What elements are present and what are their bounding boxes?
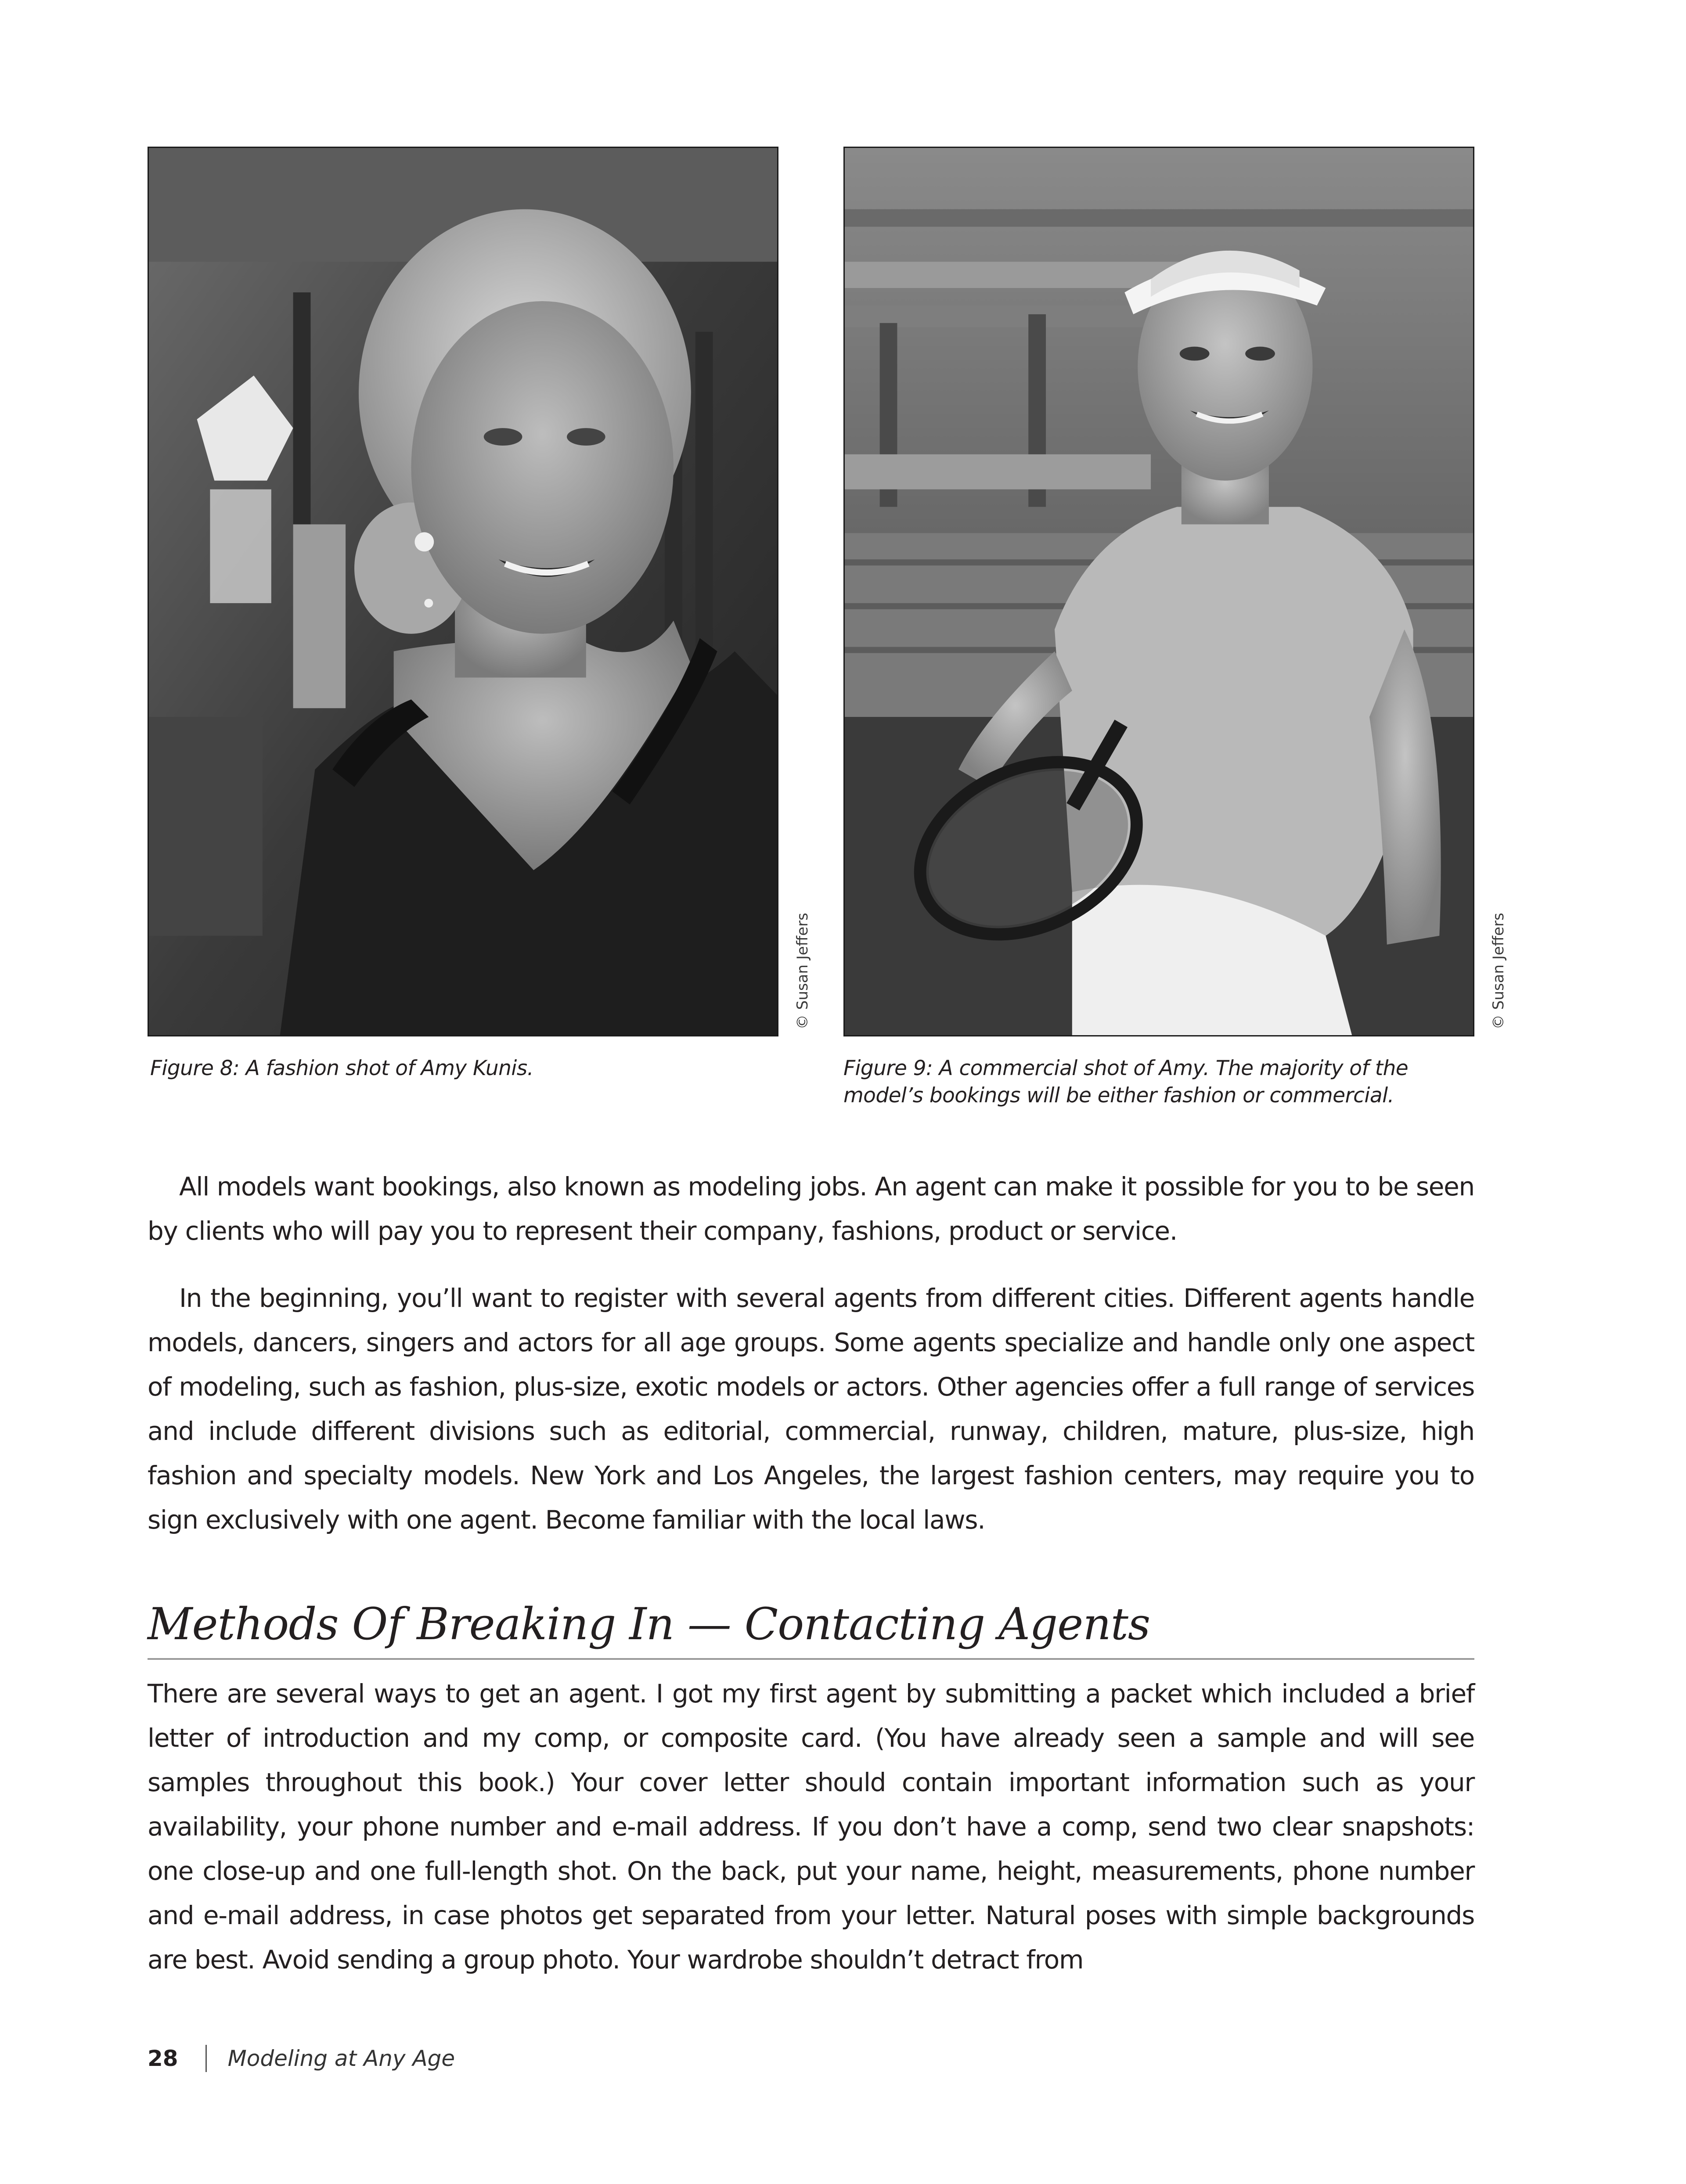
body-paragraph: In the beginning, you’ll want to register with several agents from different cities. Different agents handle models, dancers, singers and actors for all age groups. Some agents specialize and handle only one aspect of modeling, such as fashion, plus-size, exotic models or actors. Other agencies offer a full range of services and include different divisions such as editorial, commercial, runway, children, mature, plus-size, high fashion and specialty models. New York and Los Angeles, the largest fashion centers, may require you to sign exclusively with one agent. Become familiar with the local laws. [148, 1283, 1474, 1535]
running-title: Modeling at Any Age [227, 2046, 455, 2071]
section-heading: Methods Of Breaking In — Contacting Agents [148, 1598, 1150, 1650]
footer-divider [205, 2045, 207, 2072]
heading-underline [148, 1658, 1474, 1660]
figure-8-photo [148, 147, 778, 1036]
page-footer [148, 2043, 455, 2074]
commercial-portrait-image [845, 148, 1473, 1035]
figure-9-caption: Figure 9: A commercial shot of Amy. The majority of the model’s bookings will be either fashion or commercial. [843, 1056, 1409, 1108]
page-number: 28 [148, 2046, 178, 2071]
photo-credit-8: © Susan Jeffers [794, 913, 811, 1029]
figure-8-caption: Figure 8: A fashion shot of Amy Kunis. [150, 1056, 533, 1080]
section-paragraph: There are several ways to get an agent. I got my first agent by submitting a packet which included a brief letter of introduction and my comp, or composite card. (You have already seen a sample and will see samples throughout this book.) Your cover letter should contain important information such as your availability, your phone number and e-mail address. If you don’t have a comp, send two clear snapshots: one close-up and one full-length shot. On the back, put your name, height, measurements, phone number and e-mail address, in case photos get separated from your letter. Natural poses with simple backgrounds are best. Avoid sending a group photo. Your wardrobe shouldn’t detract from [148, 1679, 1474, 1975]
figure-9-photo [843, 147, 1474, 1036]
photo-credit-9: © Susan Jeffers [1490, 913, 1507, 1029]
fashion-portrait-image [149, 148, 777, 1035]
body-paragraph: All models want bookings, also known as modeling jobs. An agent can make it possible for you to be seen by clients who will pay you to represent their company, fashions, product or service. [148, 1172, 1474, 1246]
